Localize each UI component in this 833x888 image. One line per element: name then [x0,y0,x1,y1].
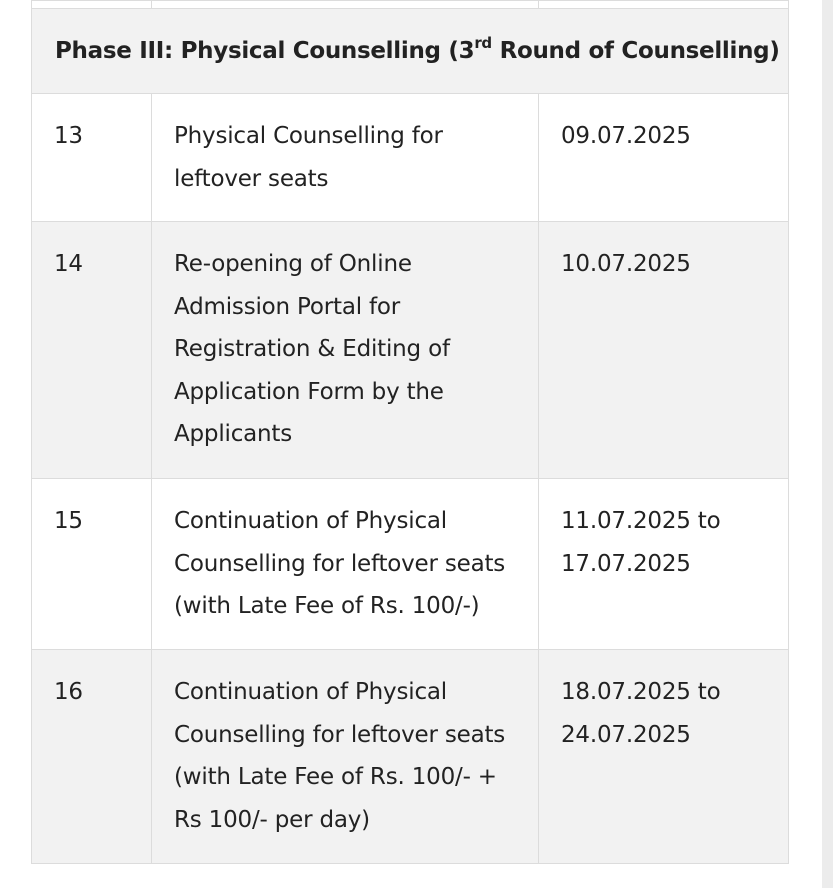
event-date: 09.07.2025 [539,94,789,222]
phase-heading-sup: rd [474,34,492,52]
event-date: 10.07.2025 [539,222,789,479]
phase-heading [32,9,789,94]
schedule-table [31,0,789,864]
event-description: Continuation of Physical Counselling for leftover seats (with Late Fee of Rs. 100/- + Rs 100/- per day) [152,650,539,864]
serial-number: 14 [32,222,152,479]
serial-number: 15 [32,479,152,650]
table-row [32,650,789,864]
event-date: 18.07.2025 to 24.07.2025 [539,650,789,864]
table-cell [152,1,539,9]
scrollbar-track[interactable] [822,0,833,888]
event-date: 11.07.2025 to 17.07.2025 [539,479,789,650]
table-row [32,94,789,222]
event-description: Physical Counselling for leftover seats [152,94,539,222]
phase-heading-text-end: Round of Counselling) [491,38,780,64]
table-cell [32,1,152,9]
phase-heading-text: Phase III: Physical Counselling (3 [55,38,475,64]
table-row [32,479,789,650]
serial-number: 16 [32,650,152,864]
event-description: Re-opening of Online Admission Portal for Registration & Editing of Application Form by the Applicants [152,222,539,479]
table-cell [539,1,789,9]
table-row [32,222,789,479]
event-description: Continuation of Physical Counselling for leftover seats (with Late Fee of Rs. 100/-) [152,479,539,650]
table-row-partial [32,1,789,9]
phase-heading-row [32,9,789,94]
serial-number: 13 [32,94,152,222]
